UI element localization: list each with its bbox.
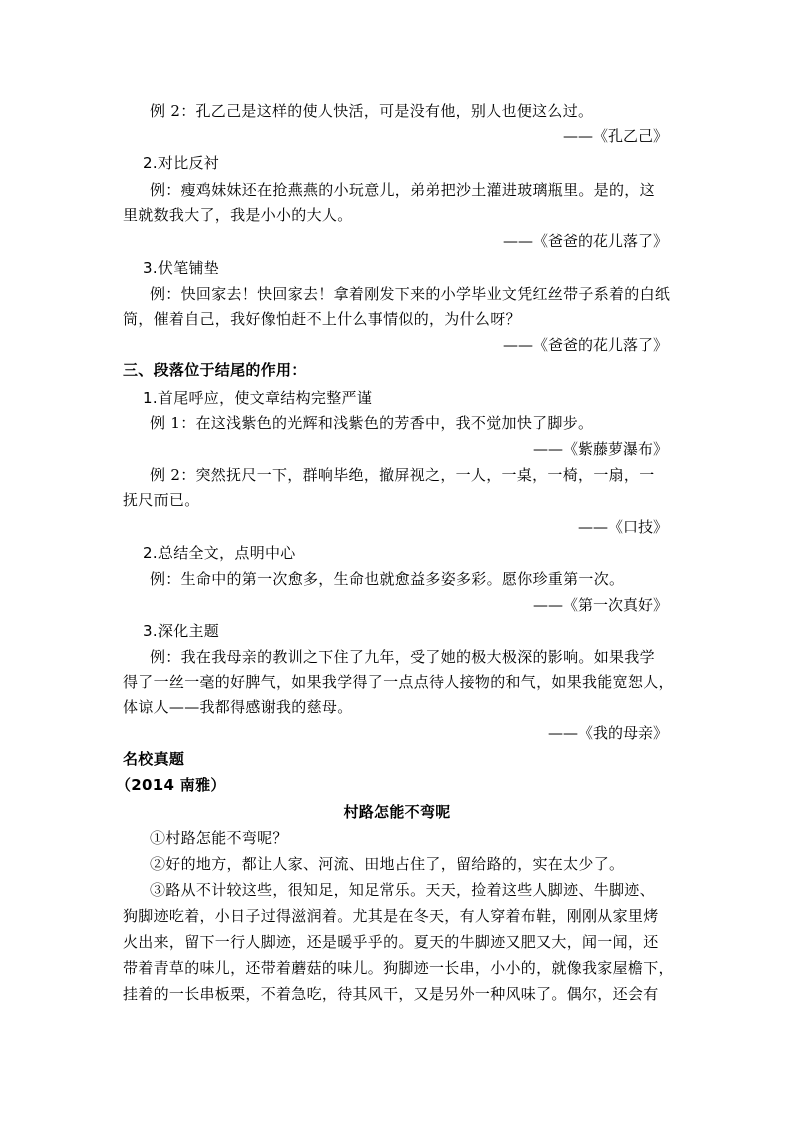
article-title: 村路怎能不弯呢 (343, 803, 451, 821)
paragraph-2: ②好的地方，都让人家、河流、田地占住了，留给路的，实在太少了。 (150, 855, 625, 873)
mingxiao-heading: 名校真题 (123, 750, 185, 768)
shenhua-example-line-1: 例：我在我母亲的教训之下住了九年，受了她的极大极深的影响。如果我学 (150, 648, 655, 666)
paragraph-3-line-5: 挂着的一长串板栗，不着急吃，待其风干，又是另外一种风味了。偶尔，还会有 (123, 985, 659, 1003)
shouwei-example-2-line-2: 抚尺而已。 (123, 491, 200, 509)
section-3-heading: 三、段落位于结尾的作用： (123, 361, 307, 379)
subheading-duibi: 2.对比反衬 (143, 154, 220, 172)
shenhua-example-line-2: 得了一丝一毫的好脾气，如果我学得了一点点待人接物的和气，如果我能宽恕人， (123, 673, 674, 691)
source-muqin: ——《我的母亲》 (547, 724, 668, 742)
duibi-example-line-2: 里就数我大了，我是小小的大人。 (123, 206, 353, 224)
fubi-example-line-2: 筒，催着自己，我好像怕赶不上什么事情似的，为什么呀？ (123, 310, 521, 328)
source-baba-1: ——《爸爸的花儿落了》 (502, 232, 668, 250)
subheading-shenhua: 3.深化主题 (143, 622, 220, 640)
fubi-example-line-1: 例：快回家去！快回家去！拿着刚发下来的小学毕业文凭红丝带子系着的白纸 (150, 285, 671, 303)
source-diyici: ——《第一次真好》 (532, 596, 668, 614)
source-kouji: ——《口技》 (577, 518, 668, 536)
paragraph-3-line-3: 火出来，留下一行人脚迹，还是暖乎乎的。夏天的牛脚迹又肥又大，闻一闻，还 (123, 933, 659, 951)
paragraph-1: ①村路怎能不弯呢？ (150, 829, 288, 847)
paragraph-3-line-2: 狗脚迹吃着，小日子过得滋润着。尤其是在冬天，有人穿着布鞋，刚刚从家里烤 (123, 907, 659, 925)
source-ziteng: ——《紫藤萝瀑布》 (532, 440, 668, 458)
paragraph-3-line-4: 带着青草的味儿，还带着蘑菇的味儿。狗脚迹一长串，小小的，就像我家屋檐下， (123, 959, 674, 977)
subheading-fubi: 3.伏笔铺垫 (143, 259, 220, 277)
example-kongyiji: 例 2：孔乙己是这样的使人快活，可是没有他，别人也便这么过。 (150, 102, 594, 120)
source-kongyiji: ——《孔乙己》 (562, 127, 668, 145)
subheading-shouwei: 1.首尾呼应，使文章结构完整严谨 (143, 389, 373, 407)
zongjie-example: 例：生命中的第一次愈多，生命也就愈益多姿多彩。愿你珍重第一次。 (150, 570, 625, 588)
subheading-zongjie: 2.总结全文，点明中心 (143, 544, 296, 562)
shenhua-example-line-3: 体谅人——我都得感谢我的慈母。 (123, 698, 353, 716)
shouwei-example-2-line-1: 例 2：突然抚尺一下，群响毕绝，撤屏视之，一人，一桌，一椅，一扇，一 (150, 466, 655, 484)
duibi-example-line-1: 例：瘦鸡妹妹还在抢燕燕的小玩意儿，弟弟把沙土灌进玻璃瓶里。是的，这 (150, 181, 655, 199)
exam-year-label: （2014 南雅） (116, 776, 226, 794)
paragraph-3-line-1: ③路从不计较这些，很知足，知足常乐。天天，捡着这些人脚迹、牛脚迹、 (150, 881, 655, 899)
shouwei-example-1: 例 1：在这浅紫色的光辉和浅紫色的芳香中，我不觉加快了脚步。 (150, 414, 594, 432)
source-baba-2: ——《爸爸的花儿落了》 (502, 336, 668, 354)
